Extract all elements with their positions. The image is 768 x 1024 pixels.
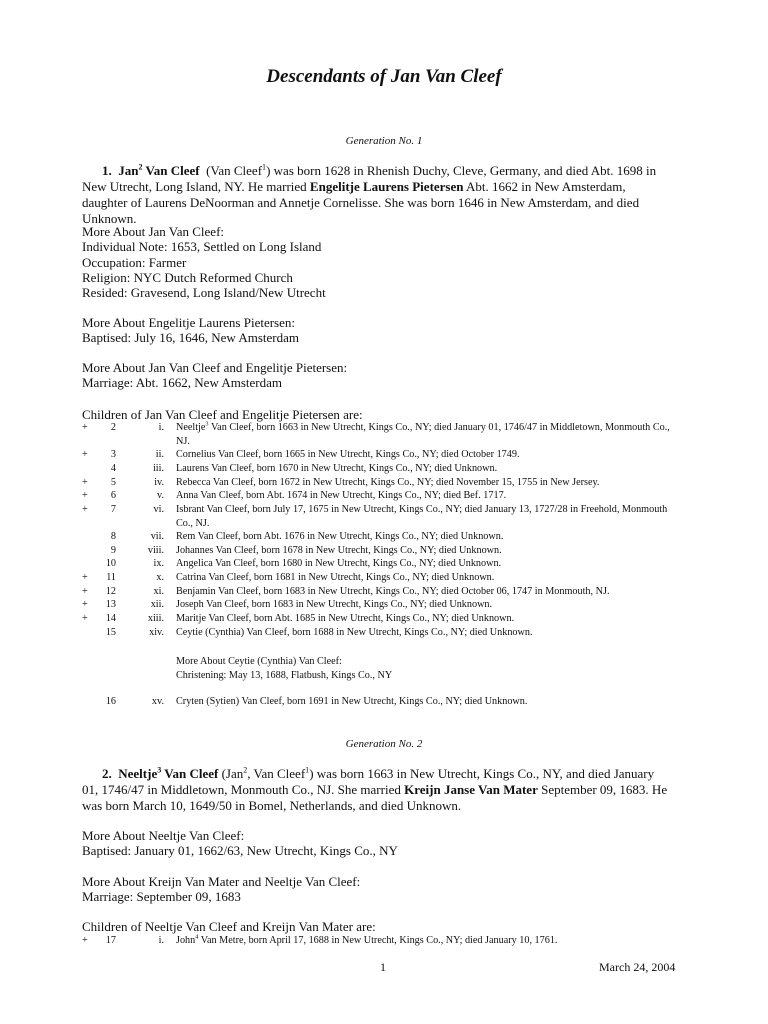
generation-2-entry bbox=[82, 766, 672, 814]
more-about-engelitje bbox=[82, 315, 682, 346]
more-about-marriage-2 bbox=[82, 874, 682, 905]
document-page: Descendants of Jan Van Cleef Generation No. 1 1. Jan$^2$ Van Cleef (Van Cleef$^1$) was born 1628 in Rhenish Duchy, Cleve, Germany, and died Abt. 1698 in New Utrecht, Long Island, NY. He married Engelitje Laurens Pietersen Abt. 1662 in New Amsterdam, daughter of Laurens DeNoorman and Annetje Cornelisse. She was born 1646 in New Amsterdam, and died Unknown. More About Jan Van Cleef: Individual Note: 1653, Settled on Long Island Occupation: Farmer Religion: NYC Dutch Reformed Church Resided: Gravesend, Long Island/New Utrecht More About Engelitje Laurens Pietersen: Baptised: July 16, 1646, New Amsterdam More About Jan Van Cleef and Engelitje Pietersen: Marriage: Abt. 1662, New Amsterdam Children of Jan Van Cleef and Engelitje Pietersen are: + 2 i. Neeltje$^3$ Van Cleef, born 1663 in New Utrecht, Kings Co., NY; died January 01, 1746/47 in Middletown, Monmouth Co., NJ. + 3 ii. Cornelius Van Cleef, born 1665 in New Utrecht, Kings Co., NY; died October 1749. 4 iii. Laurens Van Cleef, born 1670 in New Utrecht, Kings Co., NY; died Unknown. + 5 iv. Rebecca Van Cleef, born 1672 in New Utrecht, Kings Co., NY; died November 15, 1755 in New Jersey. + 6 v. Anna Van Cleef, born Abt. 1674 in New Utrecht, Kings Co., NY; died Bef. 1717. + 7 vi. Isbrant Van Cleef, born July 17, 1675 in New Utrecht, Kings Co., NY; died January 13, 1727/28 in Freehold, Monmouth Co., NJ. 8 vii. Rem Van Cleef, born Abt. 1676 in New Utrecht, Kings Co., NY; died Unknown. 9 viii. Johannes Van Cleef, born 1678 in New Utrecht, Kings Co., NY; died Unknown. 10 ix. Angelica Van Cleef, born 1680 in New Utrecht, Kings Co., NY; died Unknown. + 11 x. Catrina Van Cleef, born 1681 in New Utrecht, Kings Co., NY; died Unknown. + 12 xi. Benjamin Van Cleef, born 1683 in New Utrecht, Kings Co., NY; died October 06, 1747 in Monmouth, NJ. + 13 xii. Joseph Van Cleef, born 1683 in New Utrecht, Kings Co., NY; died Unknown. + 14 xiii. Maritje Van Cleef, born Abt. 1685 in New Utrecht, Kings Co., NY; died Unknown. 15 xiv. Ceytie (Cynthia) Van Cleef, born 1688 in New Utrecht, Kings Co., NY; died Unknown. More About Ceytie (Cynthia) Van Cleef: Christening: May 13, 1688, Flatbush, Kings Co., NY 16 xv. Cryten (Sytien) Van Cleef, born 1691 in New Utrecht, Kings Co., NY; died Unknown. Generation No. 2 2. Neeltje$^3$ Van Cleef (Jan$^2$, Van Cleef$^1$) was born 1663 in New Utrecht, Kings Co., NY, and died January 01, 1746/47 in Middletown, Monmouth Co., NJ. She married Kreijn Janse Van Mater September 09, 1683. He was born March 10, 1649/50 in Bomel, Netherlands, and died Unknown. More About Neeltje Van Cleef: Baptised: January 01, 1662/63, New Utrecht, Kings Co., NY More About Kreijn Van Mater and Neeltje Van Cleef: Marriage: September 09, 1683 Children of Neeltje Van Cleef and Kreijn Van Mater are: + 17 i. John$^4$ Van Metre, born April 17, 1688 in New Utrecht, Kings Co., NY; died January 10, 1761. 1 March 24, 2004 bbox=[0, 0, 768, 1024]
spouse-name: Kreijn Janse Van Mater bbox=[404, 782, 538, 797]
note-line: Christening: May 13, 1688, Flatbush, Kings Co., NY bbox=[176, 669, 393, 681]
footer-date: March 24, 2004 bbox=[599, 960, 676, 974]
spouse-name: Engelitje Laurens Pietersen bbox=[309, 179, 464, 194]
entry-text: was born 1663 in New Utrecht, Kings Co., NY, and died January 01, 1746/47 in Middletown, Monmouth Co., NJ. She married bbox=[82, 766, 655, 797]
note-line: Marriage: September 09, 1683 bbox=[82, 889, 241, 905]
note-line: Baptised: July 16, 1646, New Amsterdam bbox=[82, 330, 300, 346]
ancestry: (Van Cleef$^1$) bbox=[206, 162, 271, 178]
generation-1-entry bbox=[82, 163, 672, 227]
note-line: Marriage: Abt. 1662, New Amsterdam bbox=[82, 375, 283, 391]
entry-number: 1. bbox=[102, 163, 112, 178]
children-heading-2: Children of Neeltje Van Cleef and Kreijn Van Mater are: bbox=[82, 919, 376, 934]
note-line: Baptised: January 01, 1662/63, New Utrecht, Kings Co., NY bbox=[82, 843, 398, 859]
person-name: Neeltje$^3$ Van Cleef bbox=[118, 765, 219, 781]
note-line: More About Jan Van Cleef and Engelitje Pietersen: bbox=[82, 360, 348, 375]
note-line: Resided: Gravesend, Long Island/New Utrecht bbox=[82, 285, 326, 301]
note-line: More About Ceytie (Cynthia) Van Cleef: bbox=[176, 656, 342, 667]
entry-text: Abt. 1662 in New Amsterdam, daughter of Laurens DeNoorman and Annetje Cornelisse. She was born 1646 in New Amsterdam, and died Unknown. bbox=[82, 179, 640, 226]
entry-text: was born 1628 in Rhenish Duchy, Cleve, Germany, and died Abt. 1698 in New Utrecht, Long Island, NY. He married bbox=[82, 163, 657, 194]
child-note bbox=[176, 655, 392, 682]
person-name: Jan$^2$ Van Cleef bbox=[118, 162, 200, 178]
note-line: More About Neeltje Van Cleef: bbox=[82, 828, 245, 843]
note-line: Religion: NYC Dutch Reformed Church bbox=[82, 269, 293, 285]
more-about-jan bbox=[82, 224, 682, 300]
document-title: Descendants of Jan Van Cleef bbox=[266, 66, 502, 87]
note-line: More About Jan Van Cleef: bbox=[82, 224, 225, 239]
generation-1-heading: Generation No. 1 bbox=[345, 135, 423, 147]
page-number: 1 bbox=[380, 960, 386, 974]
children-heading: Children of Jan Van Cleef and Engelitje Pietersen are: bbox=[82, 407, 363, 422]
note-line: More About Engelitje Laurens Pietersen: bbox=[82, 315, 296, 330]
more-about-marriage bbox=[82, 360, 682, 391]
generation-2-heading: Generation No. 2 bbox=[345, 738, 423, 750]
entry-number: 2. bbox=[102, 766, 112, 781]
ancestry: (Jan$^2$, Van Cleef$^1$) bbox=[221, 765, 314, 781]
note-line: More About Kreijn Van Mater and Neeltje Van Cleef: bbox=[82, 874, 361, 889]
entry-text: September 09, 1683. He was born March 10, 1649/50 in Bomel, Netherlands, and died Unknown. bbox=[82, 782, 668, 813]
note-line: Occupation: Farmer bbox=[82, 254, 187, 270]
more-about-neeltje bbox=[82, 828, 682, 859]
note-line: Individual Note: 1653, Settled on Long Island bbox=[82, 239, 322, 255]
